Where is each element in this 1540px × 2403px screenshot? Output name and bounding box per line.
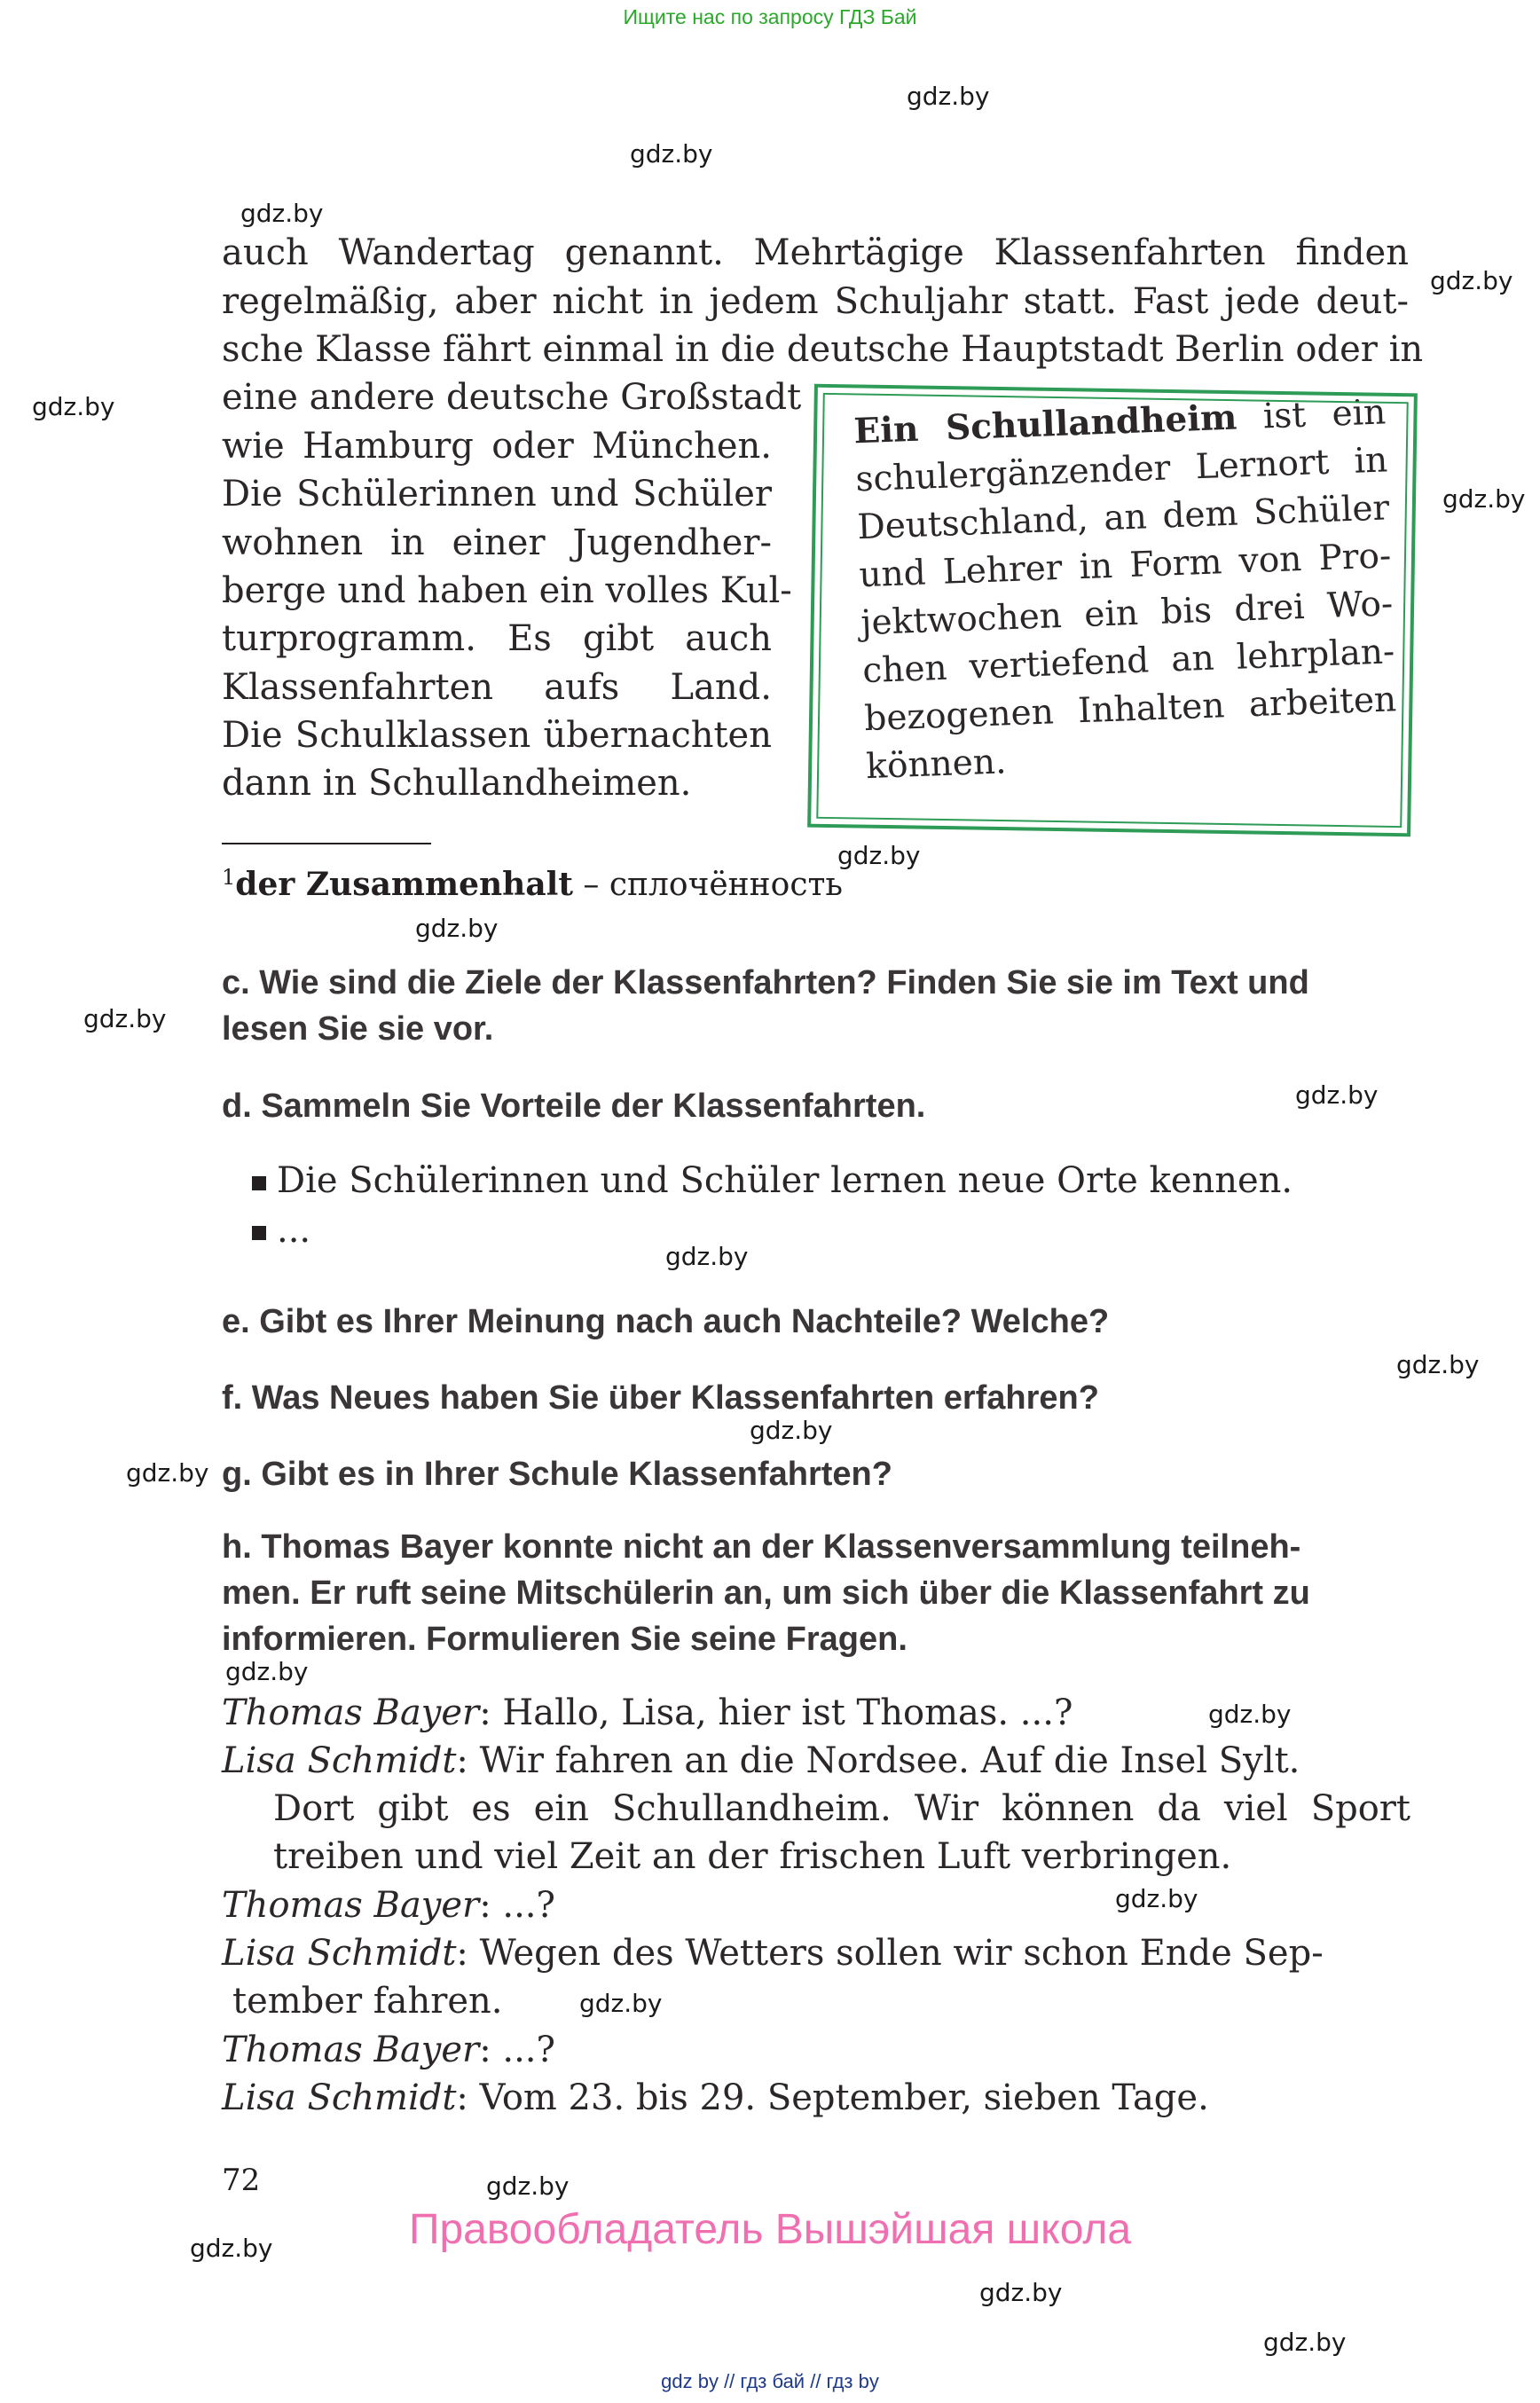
left-line-8: Die Schulklassen übernachten xyxy=(222,715,772,756)
dialog-text: : Vom 23. bis 29. September, sieben Tage. xyxy=(456,2077,1209,2118)
dialog-line xyxy=(222,1740,1410,1781)
bullet-text: ... xyxy=(277,1210,311,1251)
watermark: gdz.by xyxy=(1115,1884,1198,1913)
task-f: f. Was Neues haben Sie über Klassenfahrten erfahren? xyxy=(222,1379,1099,1417)
watermark: gdz.by xyxy=(486,2171,570,2201)
footnote xyxy=(222,865,843,903)
watermark: gdz.by xyxy=(126,1458,209,1488)
footnote-mark: 1 xyxy=(222,865,236,890)
copyright-text: Правообладатель Вышэйшая школа xyxy=(408,2206,1132,2253)
dialog-text: : ...? xyxy=(479,2030,555,2070)
bullet-item xyxy=(277,1160,1292,1201)
dialog-text: : Hallo, Lisa, hier ist Thomas. ...? xyxy=(479,1692,1073,1733)
info-box-line: jektwochen ein bis drei Wo- xyxy=(860,584,1394,644)
watermark: gdz.by xyxy=(190,2234,273,2263)
speaker-thomas: Thomas Bayer xyxy=(222,1885,480,1926)
info-box-line: und Lehrer in Form von Pro- xyxy=(858,536,1392,596)
left-line-3: Die Schülerinnen und Schüler xyxy=(222,474,772,514)
watermark: gdz.by xyxy=(1442,484,1526,514)
left-line-5: berge und haben ein volles Kul- xyxy=(222,570,792,611)
watermark: gdz.by xyxy=(630,139,713,169)
dialog-line xyxy=(222,2030,1410,2070)
task-h xyxy=(222,1524,1410,1662)
left-line-7: Klassenfahrten aufs Land. xyxy=(222,667,772,708)
info-box-line: Deutschland, an dem Schüler xyxy=(856,488,1390,548)
watermark: gdz.by xyxy=(579,1989,663,2018)
dialog-text: : Wegen des Wetters sollen wir schon Ende Sep- xyxy=(456,1933,1324,1974)
task-e: e. Gibt es Ihrer Meinung nach auch Nachteile? Welche? xyxy=(222,1303,1110,1340)
watermark: gdz.by xyxy=(1263,2328,1347,2357)
watermark: gdz.by xyxy=(1295,1080,1379,1110)
footnote-term: der Zusammenhalt xyxy=(235,866,573,903)
left-line-1: eine andere deutsche Großstadt xyxy=(222,377,802,418)
info-box xyxy=(807,384,1418,837)
dialog-continuation: treiben und viel Zeit an der frischen Luft verbringen. xyxy=(273,1836,1232,1877)
watermark: gdz.by xyxy=(32,392,115,421)
task-c-line-2: lesen Sie sie vor. xyxy=(222,1010,494,1048)
info-box-line: bezogenen Inhalten arbeiten xyxy=(863,679,1397,740)
info-box-text xyxy=(853,388,1399,791)
watermark: gdz.by xyxy=(1430,266,1513,295)
footnote-rule xyxy=(222,843,431,844)
bullet-square-icon xyxy=(252,1226,266,1240)
dialog-text: : ...? xyxy=(479,1885,555,1926)
left-line-9: dann in Schullandheimen. xyxy=(222,763,692,804)
left-line-2: wie Hamburg oder München. xyxy=(222,426,772,467)
watermark: gdz.by xyxy=(83,1004,167,1033)
info-box-term: Ein Schullandheim xyxy=(852,397,1238,452)
speaker-lisa: Lisa Schmidt xyxy=(222,1933,457,1974)
dialog-line xyxy=(222,1885,1410,1926)
intro-line-1: auch Wandertag genannt. Mehrtägige Klassenfahrten finden xyxy=(222,232,1409,273)
watermark: gdz.by xyxy=(225,1657,309,1686)
watermark: gdz.by xyxy=(1208,1700,1292,1729)
info-box-line: können. xyxy=(865,742,1008,788)
info-box-first-rest: ist ein xyxy=(1262,392,1387,437)
dialog-continuation: tember fahren. xyxy=(232,1981,503,2022)
task-c xyxy=(222,960,1410,1052)
task-h-line-2: men. Er ruft seine Mitschülerin an, um sich über die Klassenfahrt zu xyxy=(222,1575,1310,1612)
task-h-line-3: informieren. Formulieren Sie seine Fragen. xyxy=(222,1621,908,1658)
task-g: g. Gibt es in Ihrer Schule Klassenfahrten? xyxy=(222,1456,892,1493)
task-h-line-1: h. Thomas Bayer konnte nicht an der Klassenversammlung teilneh- xyxy=(222,1528,1301,1566)
watermark: gdz.by xyxy=(837,841,921,870)
bullet-item xyxy=(277,1210,310,1251)
intro-line-3: sche Klasse fährt einmal in die deutsche Hauptstadt Berlin oder in xyxy=(222,329,1424,370)
watermark: gdz.by xyxy=(1396,1350,1480,1379)
task-c-line-1: c. Wie sind die Ziele der Klassenfahrten? Finden Sie sie im Text und xyxy=(222,964,1309,1001)
watermark: gdz.by xyxy=(750,1416,833,1445)
left-line-6: turprogramm. Es gibt auch xyxy=(222,618,772,659)
speaker-thomas: Thomas Bayer xyxy=(222,1692,480,1733)
dialog-line xyxy=(222,1933,1410,1974)
task-d: d. Sammeln Sie Vorteile der Klassenfahrten. xyxy=(222,1088,926,1125)
speaker-thomas: Thomas Bayer xyxy=(222,2030,480,2070)
watermark: gdz.by xyxy=(665,1242,749,1271)
watermark: gdz.by xyxy=(907,82,990,111)
dialog-continuation: Dort gibt es ein Schullandheim. Wir können da viel Sport xyxy=(273,1788,1410,1829)
bullet-square-icon xyxy=(252,1176,266,1190)
info-box-first-line xyxy=(853,388,1387,456)
watermark: gdz.by xyxy=(240,199,324,228)
page-number: 72 xyxy=(222,2163,261,2198)
info-box-line: chen vertiefend an lehrplan- xyxy=(861,632,1395,692)
dialog-text: : Wir fahren an die Nordsee. Auf die Insel Sylt. xyxy=(456,1740,1300,1781)
speaker-lisa: Lisa Schmidt xyxy=(222,1740,457,1781)
dialog-line xyxy=(222,2077,1410,2118)
watermark: gdz.by xyxy=(415,914,499,943)
bottom-links[interactable]: gdz by // гдз бай // гдз by xyxy=(661,2370,879,2392)
info-box-line: schulergänzender Lernort in xyxy=(854,440,1388,500)
footnote-translation: – сплочённость xyxy=(572,867,844,903)
speaker-lisa: Lisa Schmidt xyxy=(222,2077,457,2118)
intro-line-2: regelmäßig, aber nicht in jedem Schuljahr statt. Fast jede deut- xyxy=(222,281,1409,322)
bullet-text: Die Schülerinnen und Schüler lernen neue Orte kennen. xyxy=(277,1160,1293,1201)
left-line-4: wohnen in einer Jugendher- xyxy=(222,522,772,563)
top-banner[interactable]: Ищите нас по запросу ГДЗ Бай xyxy=(623,5,917,28)
watermark: gdz.by xyxy=(979,2278,1063,2307)
